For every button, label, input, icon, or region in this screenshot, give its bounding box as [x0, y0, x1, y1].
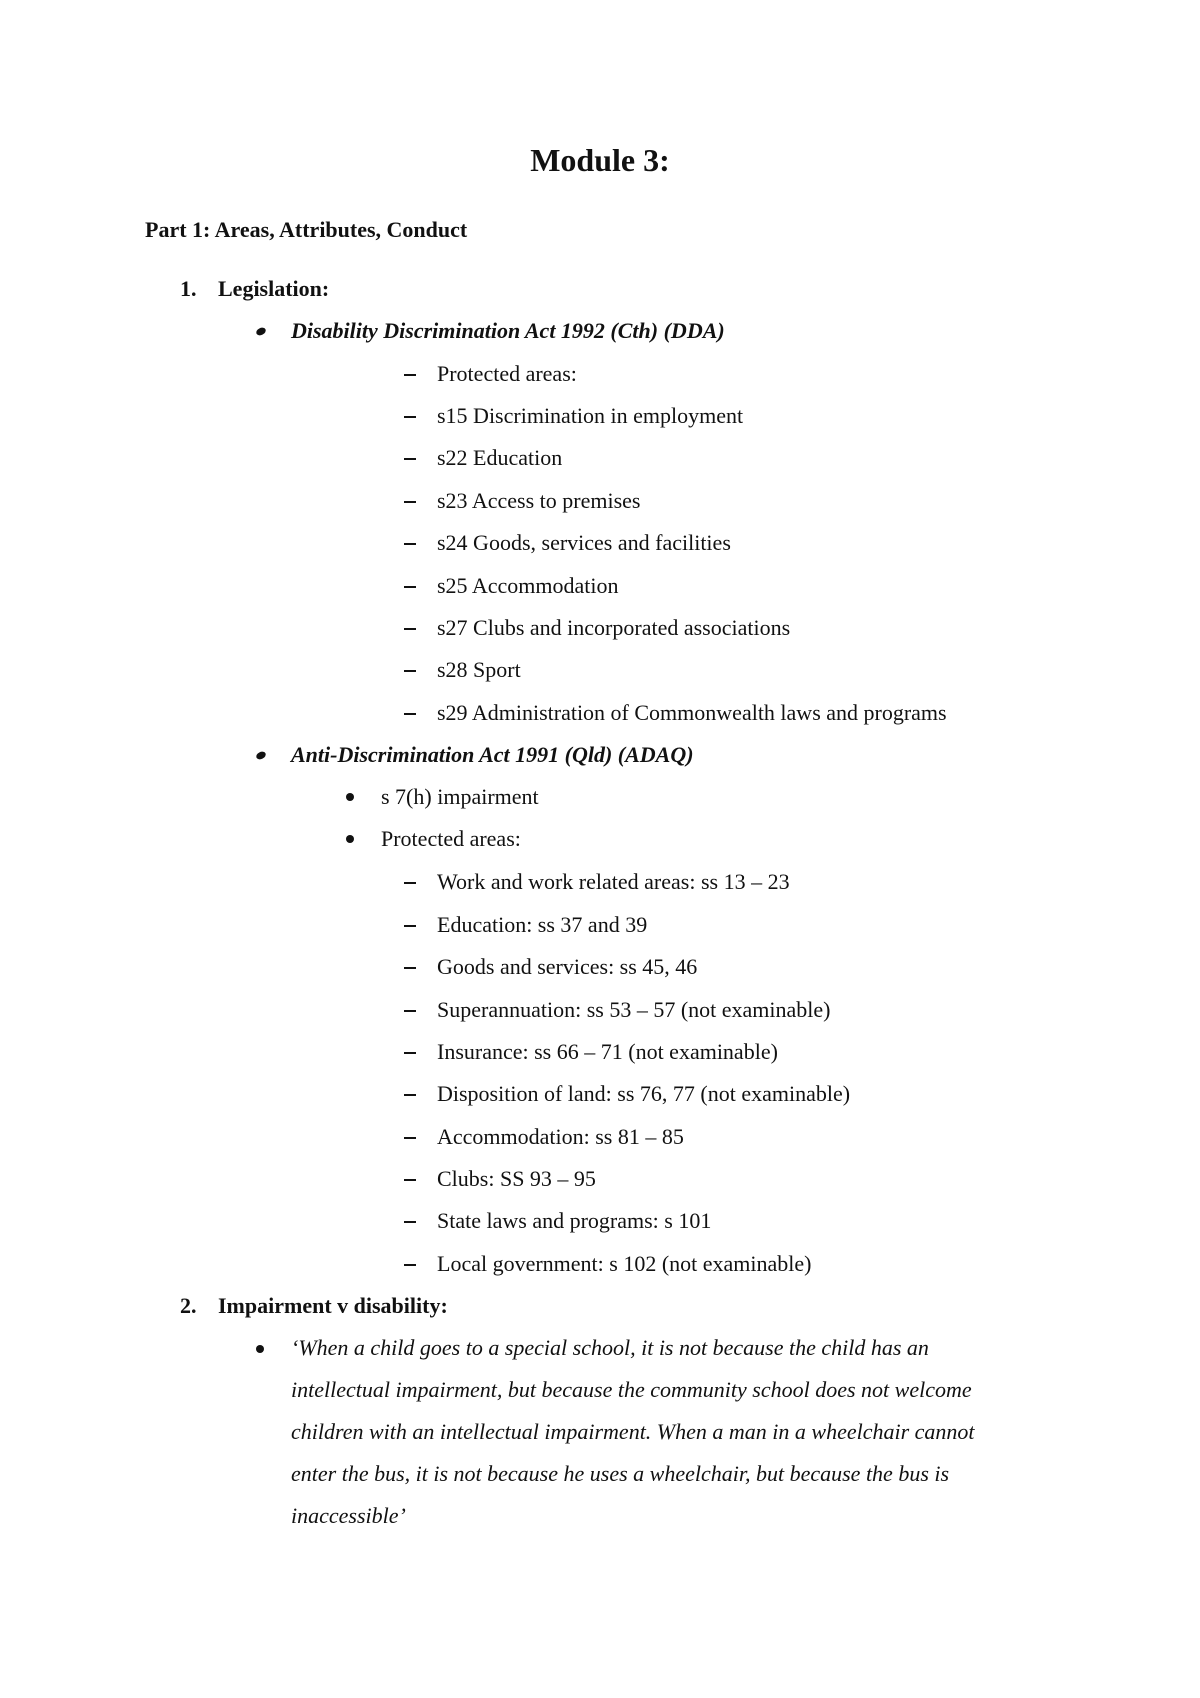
- dda-title: Disability Discrimination Act 1992 (Cth) (DDA): [291, 318, 725, 343]
- dash-icon: [404, 1052, 416, 1054]
- dda-item: s23 Access to premises: [437, 488, 641, 513]
- dda-item: s27 Clubs and incorporated associations: [437, 615, 791, 640]
- bullet-icon: [256, 1345, 264, 1353]
- dash-icon: [404, 1137, 416, 1139]
- dash-icon: [404, 670, 416, 672]
- bullet-icon: [346, 835, 354, 843]
- adaq-item: Work and work related areas: ss 13 – 23: [437, 869, 790, 894]
- adaq-point: s 7(h) impairment: [381, 784, 539, 809]
- dash-icon: [404, 1010, 416, 1012]
- dash-icon: [404, 882, 416, 884]
- dda-item: s28 Sport: [437, 657, 521, 682]
- adaq-point: Protected areas:: [381, 826, 521, 851]
- dda-item: s22 Education: [437, 445, 563, 470]
- quote-line: ‘When a child goes to a special school, it is not because the child has an: [291, 1335, 929, 1360]
- section-1-heading: Legislation:: [218, 276, 330, 301]
- adaq-item: Accommodation: ss 81 – 85: [437, 1124, 684, 1149]
- dash-icon: [404, 501, 416, 503]
- adaq-title: Anti-Discrimination Act 1991 (Qld) (ADAQ): [291, 742, 694, 767]
- dash-icon: [404, 416, 416, 418]
- section-2-heading: Impairment v disability:: [218, 1293, 448, 1318]
- dash-icon: [404, 1179, 416, 1181]
- dash-icon: [404, 628, 416, 630]
- dash-icon: [404, 967, 416, 969]
- part-heading: Part 1: Areas, Attributes, Conduct: [145, 217, 468, 242]
- adaq-item: Local government: s 102 (not examinable): [437, 1251, 812, 1276]
- section-1-number: 1.: [180, 276, 197, 301]
- adaq-item: Goods and services: ss 45, 46: [437, 954, 698, 979]
- adaq-item: Disposition of land: ss 76, 77 (not examinable): [437, 1081, 851, 1106]
- dash-icon: [404, 586, 416, 588]
- dash-icon: [404, 1221, 416, 1223]
- quote-line: intellectual impairment, but because the community school does not welcome: [291, 1377, 972, 1402]
- adaq-item: Education: ss 37 and 39: [437, 912, 648, 937]
- bullet-icon: [255, 326, 267, 337]
- page-title: Module 3:: [530, 142, 670, 178]
- quote-line: enter the bus, it is not because he uses a wheelchair, but because the bus is: [291, 1461, 950, 1486]
- adaq-item: Clubs: SS 93 – 95: [437, 1166, 596, 1191]
- dda-item: s24 Goods, services and facilities: [437, 530, 731, 555]
- quote-line: inaccessible’: [291, 1503, 406, 1528]
- dash-icon: [404, 1094, 416, 1096]
- adaq-item: Superannuation: ss 53 – 57 (not examinable): [437, 997, 831, 1022]
- dda-item: s15 Discrimination in employment: [437, 403, 744, 428]
- dash-icon: [404, 925, 416, 927]
- quote-line: children with an intellectual impairment. When a man in a wheelchair cannot: [291, 1419, 975, 1444]
- dash-icon: [404, 543, 416, 545]
- dash-icon: [404, 458, 416, 460]
- dash-icon: [404, 713, 416, 715]
- section-2-number: 2.: [180, 1293, 197, 1318]
- dda-item: s29 Administration of Commonwealth laws and programs: [437, 700, 947, 725]
- dda-item: s25 Accommodation: [437, 573, 619, 598]
- bullet-icon: [346, 793, 354, 801]
- dda-item: Protected areas:: [437, 361, 577, 386]
- adaq-item: Insurance: ss 66 – 71 (not examinable): [437, 1039, 778, 1064]
- bullet-icon: [255, 750, 267, 761]
- dash-icon: [404, 374, 416, 376]
- dash-icon: [404, 1264, 416, 1266]
- adaq-item: State laws and programs: s 101: [437, 1208, 712, 1233]
